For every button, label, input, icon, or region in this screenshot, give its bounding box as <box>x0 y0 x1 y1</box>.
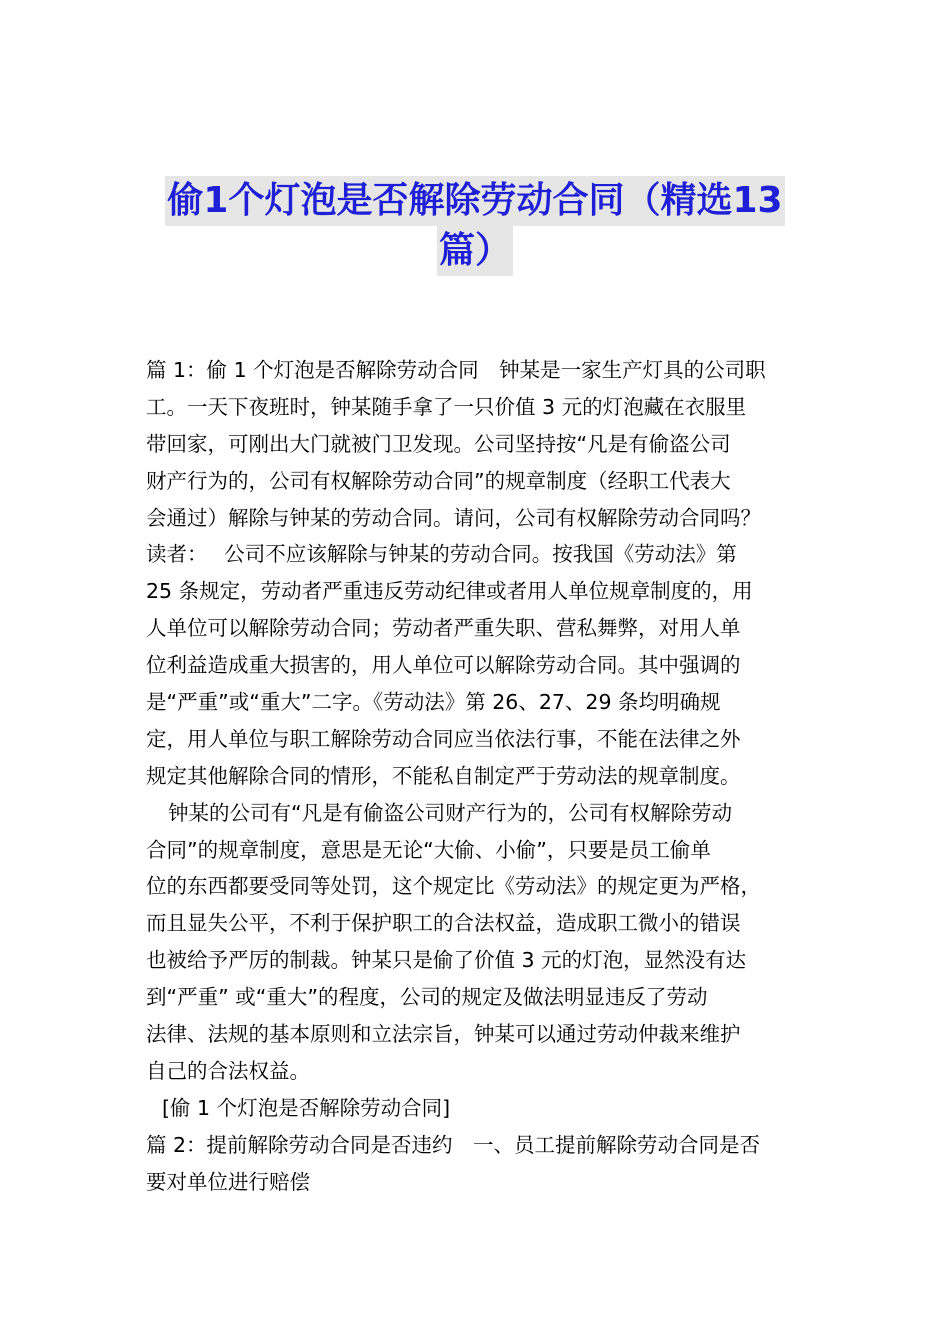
body-line: 定，用人单位与职工解除劳动合同应当依法行事，不能在法律之外 <box>146 726 741 751</box>
body-line: 而且显失公平，不利于保护职工的合法权益，造成职工微小的错误 <box>146 911 741 936</box>
body-line: 自己的合法权益。 <box>146 1058 310 1083</box>
body-line: 规定其他解除合同的情形，不能私自制定严于劳动法的规章制度。 <box>146 763 741 788</box>
title-line-1: 偷1个灯泡是否解除劳动合同（精选13 <box>165 176 784 226</box>
document-title <box>140 176 810 276</box>
body-line: 也被给予严厉的制裁。钟某只是偷了价值 3 元的灯泡，显然没有达 <box>146 948 747 973</box>
document-body <box>146 352 810 1200</box>
body-line: 会通过）解除与钟某的劳动合同。请问，公司有权解除劳动合同吗？ <box>146 505 761 530</box>
body-line: 钟某的公司有“凡是有偷盗公司财产行为的，公司有权解除劳动 <box>168 800 733 825</box>
body-line: 要对单位进行赔偿 <box>146 1169 310 1194</box>
body-line: 25 条规定，劳动者严重违反劳动纪律或者用人单位规章制度的，用 <box>146 579 753 604</box>
body-line: 合同”的规章制度，意思是无论“大偷、小偷”，只要是员工偷单 <box>146 837 711 862</box>
body-line: 工。一天下夜班时，钟某随手拿了一只价值 3 元的灯泡藏在衣服里 <box>146 394 747 419</box>
title-line-2: 篇） <box>437 226 513 276</box>
body-line: 篇 2：提前解除劳动合同是否违约 一、员工提前解除劳动合同是否 <box>146 1132 761 1157</box>
body-line: 财产行为的，公司有权解除劳动合同”的规章制度（经职工代表大 <box>146 468 731 493</box>
body-line: 人单位可以解除劳动合同；劳动者严重失职、营私舞弊，对用人单 <box>146 616 741 641</box>
body-line: 篇 1：偷 1 个灯泡是否解除劳动合同 钟某是一家生产灯具的公司职 <box>146 358 766 382</box>
body-line: 法律、法规的基本原则和立法宗旨，钟某可以通过劳动仲裁来维护 <box>146 1022 741 1047</box>
body-line: 是“严重”或“重大”二字。《劳动法》第 26、27、29 条均明确规 <box>146 690 721 715</box>
body-line: [偷 1 个灯泡是否解除劳动合同] <box>162 1095 451 1120</box>
body-line: 到“严重” 或“重大”的程度，公司的规定及做法明显违反了劳动 <box>146 985 708 1010</box>
body-line: 位利益造成重大损害的，用人单位可以解除劳动合同。其中强调的 <box>146 653 741 678</box>
body-line: 读者： 公司不应该解除与钟某的劳动合同。按我国《劳动法》第 <box>146 542 737 567</box>
body-line: 带回家，可刚出大门就被门卫发现。公司坚持按“凡是有偷盗公司 <box>146 431 731 456</box>
body-line: 位的东西都要受同等处罚，这个规定比《劳动法》的规定更为严格， <box>146 874 761 899</box>
